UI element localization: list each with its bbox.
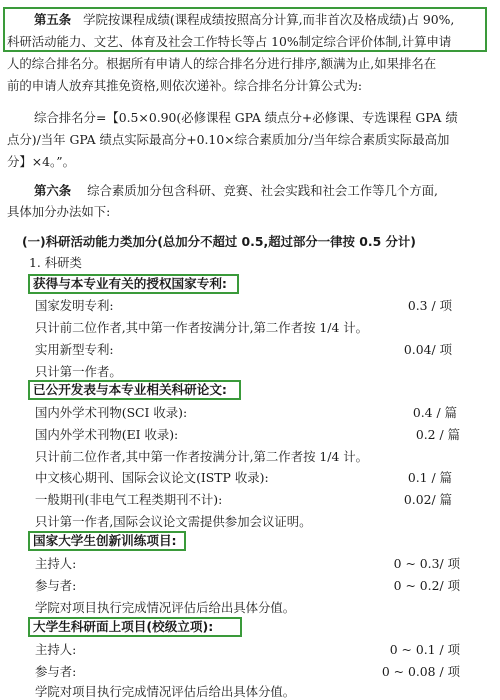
article5-label: 第五条 [34,12,72,27]
national-project-host-value: 0 ~ 0.3/ 项 [393,556,460,571]
article5-line2: 科研活动能力、文艺、体育及社会工作特长等占 10%制定综合评价体制,计算申请 [7,34,452,49]
patent-heading: 获得与本专业有关的授权国家专利: [33,276,227,291]
paper-sci-value: 0.4 / 篇 [412,405,457,420]
article6-text: 综合素质加分包含科研、竞赛、社会实践和社会工作等几个方面, [87,183,439,198]
paper-heading: 已公开发表与本专业相关科研论文: [33,382,227,397]
school-project-member-value: 0 ~ 0.08 / 项 [381,664,460,679]
formula-line2: 点分)/当年 GPA 绩点实际最高分+0.10×综合素质加分/当年综合素质实际最高加 [7,132,450,147]
school-project-host-value: 0 ~ 0.1 / 项 [389,642,460,657]
article6-line2: 具体加分办法如下: [7,204,111,219]
article5-text: 学院按课程成绩(课程成绩按照高分计算,而非首次及格成绩)占 90%, [83,12,455,27]
school-project-member-label: 参与者: [35,664,77,679]
section1-title: (一)科研活动能力类加分(总加分不超过 0.5,超过部分一律按 0.5 分计) [22,234,416,249]
section1-sub: 1. 科研类 [29,255,82,270]
patent-invention-value: 0.3 / 项 [407,298,452,313]
article6-line1 [34,183,438,199]
formula-line3: 分】×4。”。 [7,154,75,169]
national-project-host-label: 主持人: [35,556,77,571]
paper-ei-note: 只计前二位作者,其中第一作者按满分计,第二作者按 1/4 计。 [35,449,369,464]
national-project-note: 学院对项目执行完成情况评估后给出具体分值。 [35,600,296,615]
paper-sci-label: 国内外学术刊物(SCI 收录): [35,405,188,420]
national-project-heading: 国家大学生创新训练项目: [33,533,177,548]
paper-istp-label: 中文核心期刊、国际会议论文(ISTP 收录): [35,470,269,485]
school-project-host-label: 主持人: [35,642,77,657]
paper-general-note: 只计第一作者,国际会议论文需提供参加会议证明。 [35,514,312,529]
paper-ei-value: 0.2 / 篇 [415,427,460,442]
school-project-note: 学院对项目执行完成情况评估后给出具体分值。 [35,684,296,699]
article5-line4: 前的申请人放弃其推免资格,则依次递补。综合排名分计算公式为: [7,78,363,93]
patent-invention-note: 只计前二位作者,其中第一作者按满分计,第二作者按 1/4 计。 [35,320,369,335]
patent-utility-label: 实用新型专利: [35,342,114,357]
article5-line3: 人的综合排名分。根据所有申请人的综合排名分进行排序,额满为止,如果排名在 [7,56,437,71]
patent-invention-label: 国家发明专利: [35,298,114,313]
school-project-heading: 大学生科研面上项目(校级立项): [33,619,214,634]
national-project-member-value: 0 ~ 0.2/ 项 [393,578,460,593]
paper-general-label: 一般期刊(非电气工程类期刊不计): [35,492,223,507]
article6-label: 第六条 [34,183,72,198]
article5-line1 [34,12,454,28]
patent-utility-value: 0.04/ 项 [403,342,452,357]
paper-istp-value: 0.1 / 篇 [407,470,452,485]
national-project-member-label: 参与者: [35,578,77,593]
paper-general-value: 0.02/ 篇 [403,492,452,507]
formula-line1: 综合排名分=【0.5×0.90(必修课程 GPA 绩点分+必修课、专选课程 GPA 绩 [34,110,458,125]
paper-ei-label: 国内外学术刊物(EI 收录): [35,427,179,442]
patent-utility-note: 只计第一作者。 [35,364,122,379]
